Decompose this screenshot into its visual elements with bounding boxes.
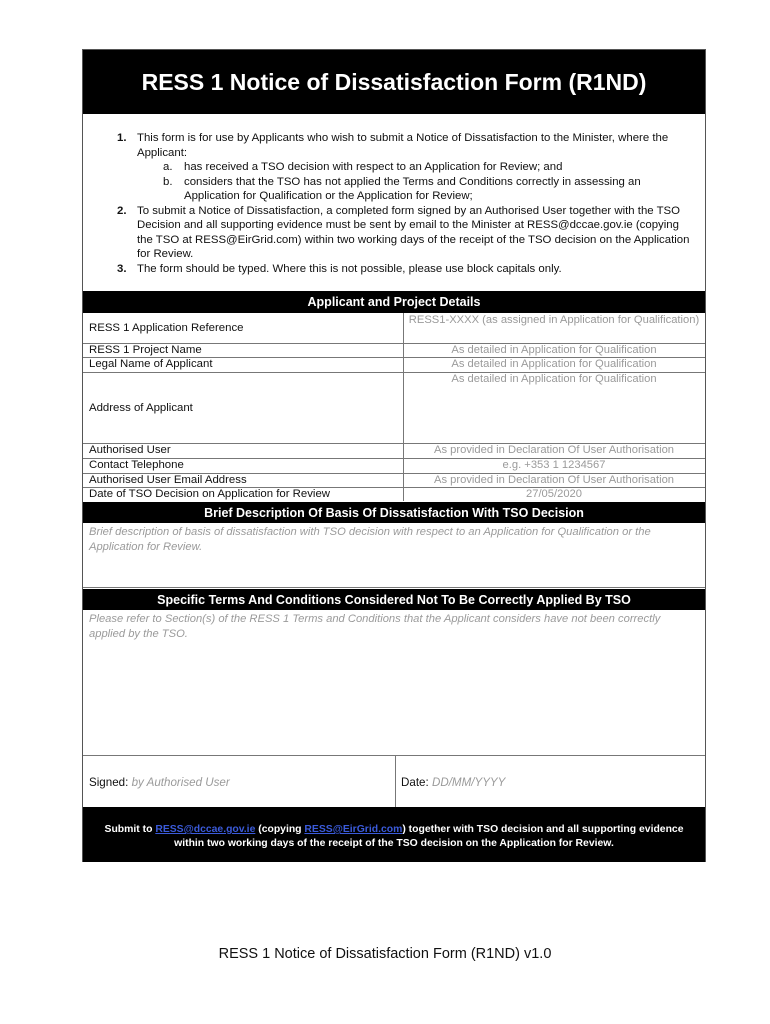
subitem-letter: a. <box>163 161 173 173</box>
signed-label: Signed: <box>89 776 129 789</box>
subitem-letter: b. <box>163 175 173 188</box>
address-field[interactable]: As detailed in Application for Qualification <box>451 373 657 385</box>
instruction-item <box>117 204 692 262</box>
instruction-number: 2. <box>117 204 127 217</box>
row-divider <box>83 755 705 756</box>
row-contact-telephone <box>83 458 705 473</box>
applicant-section-heading: Applicant and Project Details <box>83 291 705 313</box>
basis-section-heading: Brief Description Of Basis Of Dissatisfaction With TSO Decision <box>83 502 705 523</box>
minister-email-link[interactable]: RESS@dccae.gov.ie <box>155 824 256 835</box>
form-title: RESS 1 Notice of Dissatisfaction Form (R1ND) <box>83 50 705 114</box>
contact-telephone-field[interactable]: e.g. +353 1 1234567 <box>502 459 606 471</box>
signature-row <box>83 755 705 807</box>
row-authorised-user <box>83 443 705 458</box>
signed-cell[interactable] <box>89 776 230 789</box>
row-application-reference <box>83 313 705 343</box>
field-label: Address of Applicant <box>89 402 193 414</box>
legal-name-field[interactable]: As detailed in Application for Qualification <box>451 358 657 370</box>
terms-description-field[interactable]: Please refer to Section(s) of the RESS 1 Terms and Conditions that the Applicant considers have not been correctly applied by the TSO. <box>89 613 661 640</box>
instruction-subitem <box>163 175 692 204</box>
row-decision-date <box>83 487 705 501</box>
instruction-subitem <box>163 160 692 175</box>
section-divider <box>83 587 705 588</box>
project-name-field[interactable]: As detailed in Application for Qualification <box>451 344 657 356</box>
instructions-section <box>83 114 705 288</box>
field-label: Legal Name of Applicant <box>89 358 213 370</box>
instruction-number: 1. <box>117 132 127 144</box>
date-cell[interactable] <box>401 776 505 789</box>
instruction-text: To submit a Notice of Dissatisfaction, a completed form signed by an Authorised User together with the TSO Decision and all supporting evidence must be sent by email to the Minister at RESS@dccae.gov.ie (copying the TSO at RESS@EirGrid.com) within two working days of the receipt of the TSO decision on the Application for Review. <box>137 204 690 260</box>
submission-note <box>83 807 705 862</box>
note-text: Submit to <box>104 824 156 835</box>
note-text: ) together with TSO decision and all supporting evidence within two working days of the receipt of the TSO decision on the Application for Review. <box>174 824 684 849</box>
field-label: Authorised User Email Address <box>89 474 247 486</box>
tso-email-link[interactable]: RESS@EirGrid.com <box>304 824 403 835</box>
instruction-text: This form is for use by Applicants who wish to submit a Notice of Dissatisfaction to the Minister, where the Applicant: <box>137 132 669 159</box>
field-label: RESS 1 Application Reference <box>89 322 244 334</box>
terms-section-heading: Specific Terms And Conditions Considered Not To Be Correctly Applied By TSO <box>83 589 705 610</box>
authorised-user-field[interactable]: As provided in Declaration Of User Authorisation <box>433 444 675 456</box>
user-email-field[interactable]: As provided in Declaration Of User Authorisation <box>433 474 675 486</box>
field-label: RESS 1 Project Name <box>89 344 202 356</box>
row-legal-name <box>83 357 705 372</box>
page-footer: RESS 1 Notice of Dissatisfaction Form (R1ND) v1.0 <box>218 946 552 962</box>
row-address <box>83 372 705 443</box>
decision-date-field[interactable]: 27/05/2020 <box>526 488 582 500</box>
signed-placeholder: by Authorised User <box>131 776 230 789</box>
basis-description-field[interactable]: Brief description of basis of dissatisfaction with TSO decision with respect to an Application for Qualification or the Application for Review. <box>89 526 651 553</box>
instruction-sublist <box>137 160 692 204</box>
instruction-number: 3. <box>117 262 127 275</box>
note-text: (copying <box>255 824 305 835</box>
instruction-item <box>117 131 692 204</box>
column-divider <box>395 755 396 807</box>
field-label: Authorised User <box>89 444 171 456</box>
instruction-text: The form should be typed. Where this is not possible, please use block capitals only. <box>137 262 562 275</box>
date-placeholder: DD/MM/YYYY <box>431 776 506 789</box>
instruction-item <box>117 262 692 277</box>
dissatisfaction-form <box>82 49 706 862</box>
date-label: Date: <box>401 776 429 789</box>
field-label: Date of TSO Decision on Application for Review <box>89 488 331 500</box>
row-project-name <box>83 343 705 357</box>
field-label: Contact Telephone <box>89 459 184 471</box>
application-reference-field[interactable]: RESS1-XXXX (as assigned in Application for Qualification) <box>408 314 700 326</box>
submission-note-text <box>93 823 695 851</box>
subitem-text: has received a TSO decision with respect to an Application for Review; and <box>184 161 563 173</box>
instructions-list <box>117 131 692 276</box>
row-user-email <box>83 473 705 487</box>
subitem-text: considers that the TSO has not applied the Terms and Conditions correctly in assessing an Application for Qualification or the Application for Review; <box>184 175 641 202</box>
